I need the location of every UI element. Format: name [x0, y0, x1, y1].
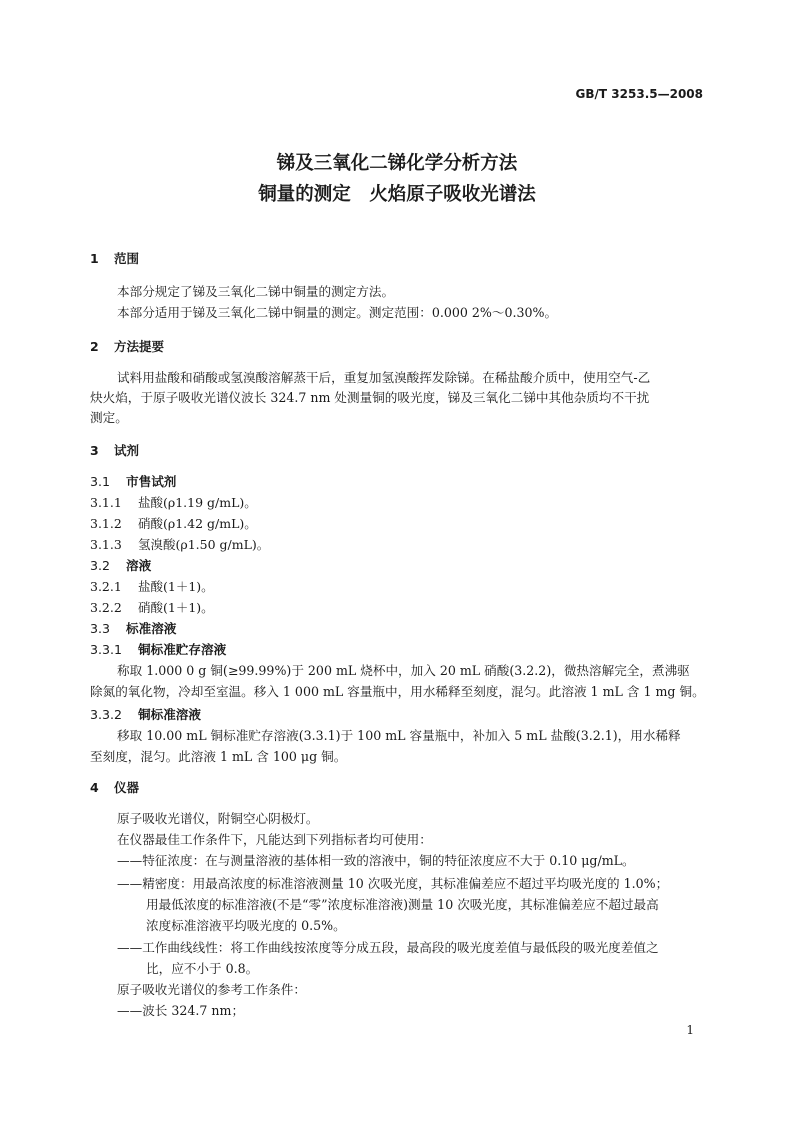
item-text: 硝酸(ρ1.42 g/mL)。	[138, 516, 257, 531]
subsection-title: 溶液	[126, 558, 152, 573]
section-title: 范围	[114, 251, 140, 266]
standard-code: GB/T 3253.5—2008	[575, 87, 703, 101]
list-item	[90, 495, 257, 511]
section-number: 2	[90, 339, 99, 354]
list-item	[90, 579, 214, 595]
subsection-title: 铜标准溶液	[138, 707, 201, 722]
paragraph: 原子吸收光谱仪的参考工作条件：	[117, 982, 306, 997]
subsection-heading	[90, 621, 176, 637]
subsection-heading	[90, 707, 201, 723]
paragraph: 在仪器最佳工作条件下，凡能达到下列指标者均可使用：	[117, 832, 432, 847]
subsection-number: 3.3.2	[90, 707, 123, 722]
item-text: 硝酸(1＋1)。	[138, 600, 214, 615]
paragraph-line: 称取 1.000 0 g 铜(≥99.99%)于 200 mL 烧杯中，加入 20 mL 硝酸(3.2.2)，微热溶解完全，煮沸驱	[117, 663, 690, 678]
dash-list-continuation: 浓度标准溶液平均吸光度的 0.5%。	[146, 918, 346, 933]
paragraph-line: 至刻度，混匀。此溶液 1 mL 含 100 μg 铜。	[90, 749, 347, 764]
item-text: 盐酸(ρ1.19 g/mL)。	[138, 495, 257, 510]
section-title: 仪器	[114, 780, 140, 795]
paragraph-line: 试料用盐酸和硝酸或氢溴酸溶解蒸干后，重复加氢溴酸挥发除锑。在稀盐酸介质中，使用空气-乙	[117, 370, 651, 385]
subsection-number: 3.3.1	[90, 642, 123, 657]
dash-list-item: ——工作曲线线性：将工作曲线按浓度等分成五段，最高段的吸光度差值与最低段的吸光度差值之	[117, 940, 659, 955]
section-title: 试剂	[114, 443, 140, 458]
section-4-heading	[90, 780, 139, 796]
dash-list-item: ——波长 324.7 nm；	[117, 1003, 245, 1018]
page-number: 1	[686, 1023, 694, 1037]
section-number: 1	[90, 251, 99, 266]
document-title-line-1: 锑及三氧化二锑化学分析方法	[276, 153, 518, 174]
list-item	[90, 516, 257, 532]
dash-list-item: ——特征浓度：在与测量溶液的基体相一致的溶液中，铜的特征浓度应不大于 0.10 μg/mL。	[117, 853, 635, 868]
list-item	[90, 600, 214, 616]
subsection-number: 3.3	[90, 621, 111, 636]
dash-list-item: ——精密度：用最高浓度的标准溶液测量 10 次吸光度，其标准偏差应不超过平均吸光度的 1.0%；	[117, 876, 669, 891]
section-title: 方法提要	[114, 339, 165, 354]
subsection-title: 铜标准贮存溶液	[138, 642, 227, 657]
item-number: 3.1.1	[90, 495, 122, 510]
paragraph: 本部分适用于锑及三氧化二锑中铜量的测定。测定范围：0.000 2%～0.30%。	[117, 305, 558, 320]
item-number: 3.1.3	[90, 537, 122, 552]
subsection-heading	[90, 558, 151, 574]
subsection-number: 3.2	[90, 558, 111, 573]
paragraph: 本部分规定了锑及三氧化二锑中铜量的测定方法。	[117, 284, 395, 299]
subsection-heading	[90, 474, 176, 490]
subsection-number: 3.1	[90, 474, 111, 489]
document-title-line-2: 铜量的测定 火焰原子吸收光谱法	[258, 184, 536, 205]
section-number: 4	[90, 780, 99, 795]
section-number: 3	[90, 443, 99, 458]
section-2-heading	[90, 339, 164, 355]
paragraph-line: 炔火焰，于原子吸收光谱仪波长 324.7 nm 处测量铜的吸光度，锑及三氧化二锑中其他杂质均不干扰	[90, 390, 650, 405]
paragraph-line: 移取 10.00 mL 铜标准贮存溶液(3.3.1)于 100 mL 容量瓶中，补加入 5 mL 盐酸(3.2.1)，用水稀释	[117, 728, 681, 743]
item-number: 3.2.2	[90, 600, 122, 615]
paragraph-line: 除氮的氧化物，冷却至室温。移入 1 000 mL 容量瓶中，用水稀释至刻度，混匀。此溶液 1 mL 含 1 mg 铜。	[90, 684, 705, 699]
section-1-heading	[90, 251, 139, 267]
subsection-title: 市售试剂	[126, 474, 177, 489]
item-number: 3.2.1	[90, 579, 122, 594]
paragraph-line: 测定。	[90, 410, 128, 425]
dash-list-continuation: 比，应不小于 0.8。	[146, 961, 259, 976]
subsection-title: 标准溶液	[126, 621, 177, 636]
item-text: 盐酸(1＋1)。	[138, 579, 214, 594]
item-text: 氢溴酸(ρ1.50 g/mL)。	[138, 537, 270, 552]
dash-list-continuation: 用最低浓度的标准溶液(不是“零”浓度标准溶液)测量 10 次吸光度，其标准偏差应不超过最高	[146, 897, 659, 912]
list-item	[90, 537, 269, 553]
item-number: 3.1.2	[90, 516, 122, 531]
section-3-heading	[90, 443, 139, 459]
subsection-heading	[90, 642, 226, 658]
paragraph: 原子吸收光谱仪，附铜空心阴极灯。	[117, 811, 319, 826]
